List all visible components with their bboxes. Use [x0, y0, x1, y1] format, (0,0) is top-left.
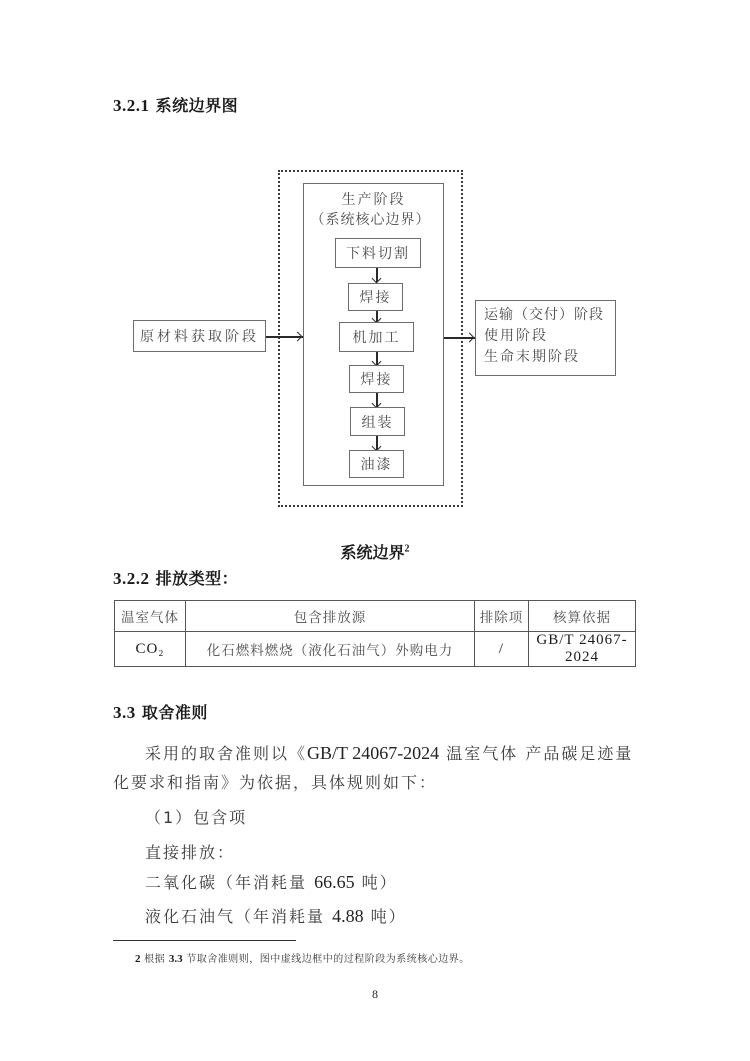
process-step-assembly: 组装	[350, 407, 405, 436]
section-title: 取舍准则	[141, 703, 208, 722]
intro-suffix: 温室气体 产品碳足迹量	[439, 744, 634, 763]
header-ghg: 温室气体	[115, 601, 186, 632]
cell-sources: 化石燃料燃烧（液化石油气）外购电力	[186, 632, 475, 667]
header-basis: 核算依据	[529, 601, 636, 632]
caption-text: 系统边界	[340, 543, 405, 562]
cell-exclusions: /	[475, 632, 529, 667]
downstream-stages-box	[475, 300, 616, 376]
stage-transport: 运输（交付）阶段	[484, 307, 604, 323]
figure-caption	[0, 540, 750, 563]
direct-emission-label: 直接排放：	[145, 843, 236, 862]
lpg-prefix: 液化石油气（年消耗量	[145, 907, 333, 926]
standard-code: GB/T 24067-2024	[307, 743, 440, 763]
table-row	[115, 632, 636, 667]
co2-prefix: 二氧化碳（年消耗量	[145, 873, 315, 892]
footnote-section-ref: 3.3	[168, 953, 183, 965]
section-heading-3-3	[113, 700, 208, 723]
emissions-type-table	[114, 600, 636, 667]
stage-end-of-life: 生命末期阶段	[484, 349, 580, 365]
section-number: 3.2.1	[113, 96, 150, 115]
stage-use: 使用阶段	[484, 328, 548, 344]
footnote-number: 2	[135, 953, 141, 965]
footnote	[135, 950, 470, 965]
section-title: 排放类型：	[155, 569, 239, 588]
process-step-cutting: 下料切割	[335, 238, 421, 268]
process-step-painting: 油漆	[349, 450, 404, 478]
section-title: 系统边界图	[155, 96, 239, 115]
page-number: 8	[372, 987, 378, 1001]
core-title-line2: （系统核心边界）	[310, 212, 431, 228]
process-step-welding-2: 焊接	[349, 365, 404, 393]
footnote-text: 节取舍准则则，图中虚线边框中的过程阶段为系统核心边界。	[182, 954, 470, 965]
production-stage-title	[303, 190, 444, 230]
lpg-value: 4.88	[332, 906, 364, 926]
section-heading-3-2-2	[113, 566, 238, 589]
section-heading-3-2-1	[113, 93, 238, 116]
core-title-line1: 生产阶段	[341, 192, 406, 208]
footnote-ref[interactable]: 2	[404, 543, 410, 555]
include-item-heading: （1）包含项	[145, 808, 248, 827]
section-number: 3.3	[113, 703, 136, 722]
footnote-divider	[113, 940, 296, 941]
header-exclusions: 排除项	[475, 601, 529, 632]
criteria-intro-line1	[145, 741, 633, 764]
lpg-consumption	[145, 904, 407, 927]
header-sources: 包含排放源	[186, 601, 475, 632]
raw-material-stage-box: 原材料获取阶段	[133, 320, 266, 352]
footnote-prefix: 根据	[140, 954, 169, 965]
table-header-row	[115, 601, 636, 632]
section-number: 3.2.2	[113, 569, 150, 588]
lpg-suffix: 吨）	[363, 907, 407, 926]
co2-value: 66.65	[314, 872, 355, 892]
cell-basis: GB/T 24067-2024	[529, 632, 636, 667]
co2-consumption	[145, 870, 398, 893]
criteria-intro-line2: 化要求和指南》为依据，具体规则如下：	[113, 773, 438, 792]
arrow-right-icon	[465, 333, 475, 343]
intro-prefix: 采用的取舍准则以《	[145, 744, 308, 763]
co2-suffix: 吨）	[354, 873, 398, 892]
cell-ghg: CO₂	[115, 632, 186, 667]
process-step-machining: 机加工	[339, 322, 414, 352]
process-step-welding-1: 焊接	[348, 283, 403, 311]
